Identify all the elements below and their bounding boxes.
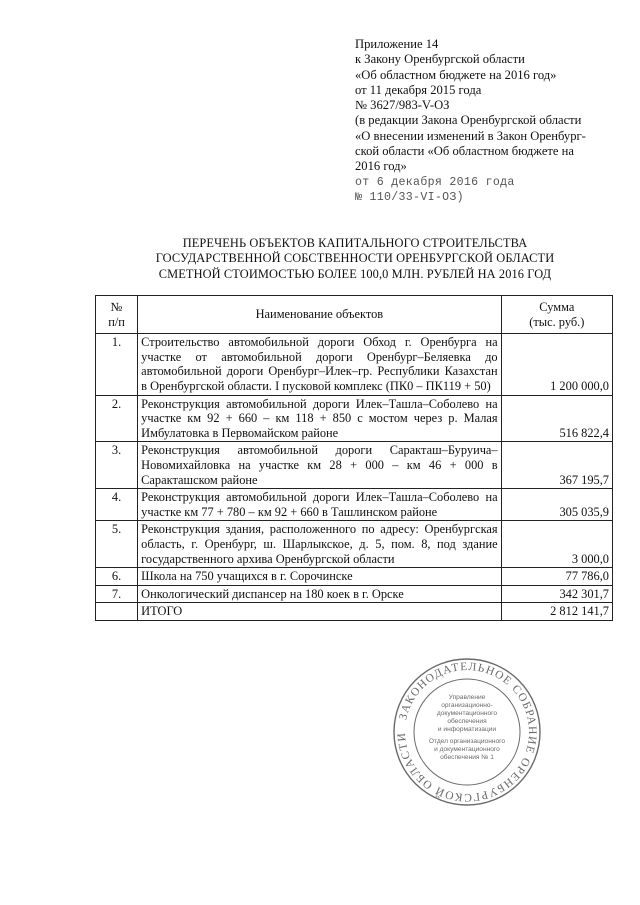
column-header-sum: [501, 296, 612, 334]
document-header: [355, 37, 625, 205]
amendment-number: № 110/33-VI-ОЗ): [355, 190, 464, 204]
table-row: [96, 585, 613, 603]
header-line: «О внесении изменений в Закон Оренбург-: [355, 128, 586, 143]
column-header-name: Наименование объектов: [138, 296, 501, 334]
column-header-sum-line1: Сумма: [539, 300, 575, 314]
table-header-row: [96, 296, 613, 334]
total-label: ИТОГО: [138, 603, 501, 621]
header-line: к Закону Оренбургской области: [355, 52, 525, 67]
objects-table: [95, 295, 613, 621]
stamp-inner-line: обеспечения № 1: [440, 754, 494, 761]
object-name: Реконструкция здания, расположенного по адресу: Оренбургская область, г. Оренбург, ш. Шарлыкское, д. 5, пом. 8, под здание государственного архива Оренбургской области: [138, 521, 501, 568]
column-header-sum-line2: (тыс. руб.): [529, 314, 585, 329]
stamp-inner-line: Отдел организационного: [428, 738, 506, 745]
table-row: [96, 521, 613, 568]
column-header-number: [96, 296, 138, 334]
object-sum: 516 822,4: [501, 395, 612, 442]
header-line: от 11 декабря 2015 года: [355, 82, 482, 97]
stamp-inner-line: документационного: [436, 710, 498, 717]
header-line: Приложение 14: [355, 37, 439, 51]
table-row: [96, 334, 613, 395]
title-line-3: СМЕТНОЙ СТОИМОСТЬЮ БОЛЕЕ 100,0 МЛН. РУБЛЕЙ НА 2016 ГОД: [158, 266, 552, 281]
stamp-inner-line: обеспечения: [447, 718, 487, 725]
row-number: 6.: [96, 568, 138, 586]
object-name: Реконструкция автомобильной дороги Саракташ–Буруича–Новомихайловка на участке км 28 + 000 – км 46 + 000 в Саракташском районе: [138, 442, 501, 489]
stamp-inner-line: Управление: [448, 694, 486, 701]
total-number-cell: [96, 603, 138, 621]
table-row: [96, 442, 613, 489]
row-number: 1.: [96, 334, 138, 395]
row-number: 3.: [96, 442, 138, 489]
document-title: [95, 236, 615, 282]
object-sum: 342 301,7: [501, 585, 612, 603]
object-name: Реконструкция автомобильной дороги Илек–Ташла–Соболево на участке км 77 + 780 – км 92 + 660 в Ташлинском районе: [138, 489, 501, 521]
stamp-inner-line: организационно-: [441, 702, 493, 709]
stamp-ring-text: ЗАКОНОДАТЕЛЬНОЕ СОБРАНИЕ ОРЕНБУРГСКОЙ ОБЛАСТИ: [395, 660, 539, 804]
official-stamp: [392, 657, 542, 807]
header-line: № 3627/983-V-ОЗ: [355, 98, 450, 113]
header-line: ской области «Об областном бюджете на: [355, 144, 574, 159]
row-number: 7.: [96, 585, 138, 603]
row-number: 4.: [96, 489, 138, 521]
object-name: Строительство автомобильной дороги Обход г. Оренбурга на участке от автомобильной дороги Оренбург–Беляевка до автомобильной дороги Оренбург–Илек–гр. Республики Казахстан в Оренбургской области. I пусковой комплекс (ПК0 – ПК119 + 50): [138, 334, 501, 395]
header-line: (в редакции Закона Оренбургской области: [355, 113, 582, 128]
title-line-1: ПЕРЕЧЕНЬ ОБЪЕКТОВ КАПИТАЛЬНОГО СТРОИТЕЛЬСТВА: [182, 236, 528, 250]
object-sum: 1 200 000,0: [501, 334, 612, 395]
stamp-inner-line: и информатизации: [437, 726, 497, 733]
header-line: 2016 год»: [355, 159, 407, 174]
table-row: [96, 395, 613, 442]
table-row: [96, 568, 613, 586]
object-name: Реконструкция автомобильной дороги Илек–Ташла–Соболево на участке км 92 + 660 – км 118 + 850 с мостом через р. Малая Имбулатовка в Первомайском районе: [138, 395, 501, 442]
total-sum: 2 812 141,7: [501, 603, 612, 621]
row-number: 2.: [96, 395, 138, 442]
title-line-2: ГОСУДАРСТВЕННОЙ СОБСТВЕННОСТИ ОРЕНБУРГСКОЙ ОБЛАСТИ: [155, 251, 555, 266]
object-sum: 3 000,0: [501, 521, 612, 568]
stamp-inner-line: и документационного: [434, 746, 500, 753]
object-name: Онкологический диспансер на 180 коек в г. Орске: [138, 585, 501, 603]
object-sum: 305 035,9: [501, 489, 612, 521]
object-name: Школа на 750 учащихся в г. Сорочинске: [138, 568, 501, 586]
object-sum: 367 195,7: [501, 442, 612, 489]
row-number: 5.: [96, 521, 138, 568]
header-line: «Об областном бюджете на 2016 год»: [355, 67, 557, 82]
table-row: [96, 489, 613, 521]
total-row: [96, 603, 613, 621]
column-header-number-line1: №: [110, 300, 123, 314]
object-sum: 77 786,0: [501, 568, 612, 586]
amendment-date: от 6 декабря 2016 года: [355, 175, 515, 189]
column-header-number-line2: п/п: [108, 314, 125, 329]
